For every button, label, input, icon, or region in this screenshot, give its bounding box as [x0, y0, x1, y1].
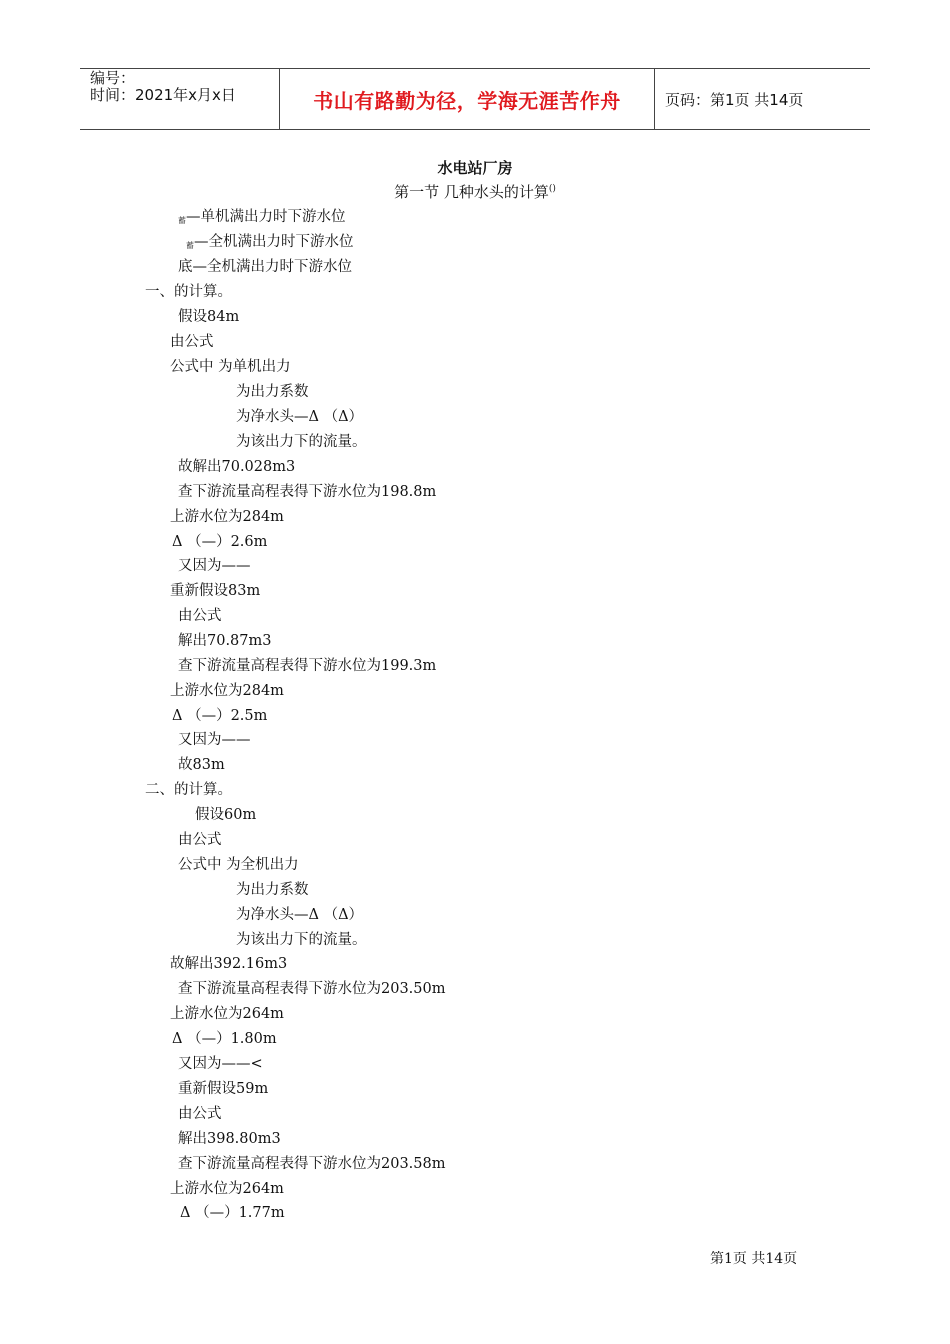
definition-line — [186, 232, 354, 256]
body-line: 故解出70.028m3 — [178, 459, 296, 475]
body-line: 上游水位为264m — [170, 1006, 284, 1022]
body-line: 为该出力下的流量。 — [236, 434, 367, 450]
definition-line — [178, 207, 346, 231]
body-line: 由公式 — [170, 334, 214, 350]
body-line: 由公式 — [178, 832, 222, 848]
body-line: 由公式 — [178, 1106, 222, 1122]
definition-text: —全机满出力时下游水位 — [194, 234, 354, 250]
body-line: 解出70.87m3 — [178, 633, 272, 649]
section-title — [0, 181, 950, 202]
body-line: Δ （—）2.5m — [172, 708, 268, 724]
body-line: 假设60m — [195, 807, 257, 823]
body-line: 重新假设59m — [178, 1081, 269, 1097]
body-line: 故83m — [178, 757, 225, 773]
header-page-info: 页码：第1页 共14页 — [665, 90, 804, 109]
body-line: 上游水位为284m — [170, 683, 284, 699]
body-line: Δ （—）1.80m — [172, 1031, 277, 1047]
page-header — [80, 68, 870, 130]
definition-text: —单机满出力时下游水位 — [186, 209, 346, 225]
body-line: 又因为—— — [178, 558, 251, 574]
section-title-note: () — [548, 184, 556, 194]
section-heading: 二、的计算。 — [145, 782, 232, 798]
body-line: 解出398.80m3 — [178, 1131, 281, 1147]
body-line: 故解出392.16m3 — [170, 956, 288, 972]
body-line: 查下游流量高程表得下游水位为199.3m — [178, 658, 437, 674]
section-title-text: 第一节 几种水头的计算 — [394, 183, 549, 201]
body-line: 公式中 为全机出力 — [178, 857, 299, 873]
body-line: 为净水头—Δ （Δ） — [236, 907, 364, 923]
body-line: 又因为—— — [178, 732, 251, 748]
definition-prefix: 蓄 — [186, 241, 194, 250]
page-footer: 第1页 共14页 — [710, 1251, 798, 1267]
body-line: Δ （—）1.77m — [180, 1205, 285, 1221]
definition-prefix: 蓄 — [178, 216, 186, 225]
body-line: 查下游流量高程表得下游水位为198.8m — [178, 484, 437, 500]
body-line: 重新假设83m — [170, 583, 261, 599]
body-line: 为净水头—Δ （Δ） — [236, 409, 364, 425]
body-line: 上游水位为284m — [170, 509, 284, 525]
header-slogan: 书山有路勤为径，学海无涯苦作舟 — [280, 69, 655, 129]
body-line: 查下游流量高程表得下游水位为203.50m — [178, 981, 446, 997]
definition-text: 底—全机满出力时下游水位 — [178, 259, 352, 275]
body-line: 由公式 — [178, 608, 222, 624]
header-meta — [80, 69, 280, 129]
body-line: Δ （—）2.6m — [172, 534, 268, 550]
definition-line — [178, 257, 352, 277]
body-line: 查下游流量高程表得下游水位为203.58m — [178, 1156, 446, 1172]
body-line: 又因为——< — [178, 1056, 263, 1072]
body-line: 为出力系数 — [236, 384, 309, 400]
body-line: 公式中 为单机出力 — [170, 359, 291, 375]
document-title: 水电站厂房 — [437, 159, 513, 177]
body-line: 假设84m — [178, 309, 240, 325]
section-heading: 一、的计算。 — [145, 284, 232, 300]
body-line: 为该出力下的流量。 — [236, 932, 367, 948]
body-line: 为出力系数 — [236, 882, 309, 898]
time-label: 时间：2021年x月x日 — [90, 86, 236, 104]
body-line: 上游水位为264m — [170, 1181, 284, 1197]
number-label: 编号： — [90, 69, 136, 87]
